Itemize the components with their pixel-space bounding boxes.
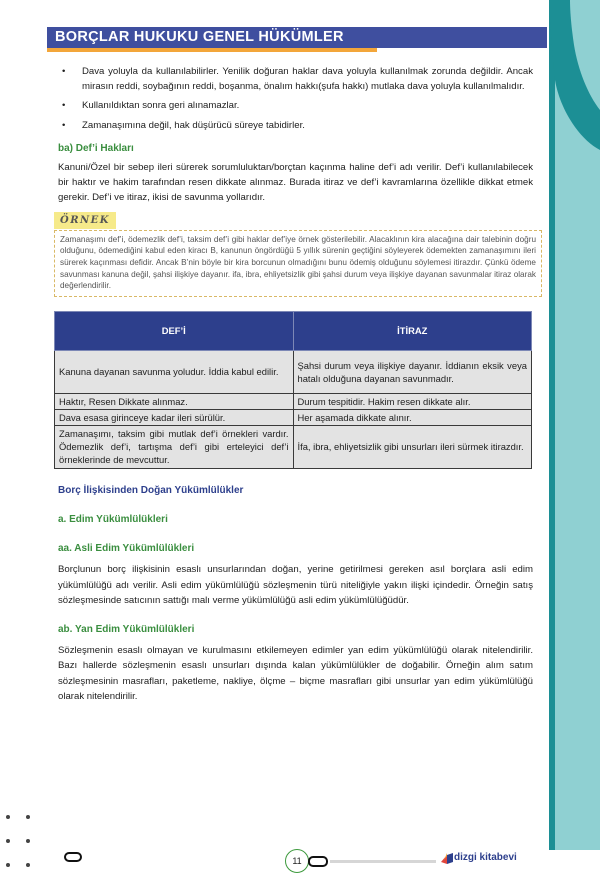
list-item: • Dava yoluyla da kullanılabilirler. Yenilik doğuran haklar dava yoluyla kullanılmak zorunda değildir. Ancak mirasın reddi, soybağının reddi, boşanma, önalım hakkı(şufa hakkı) mutlaka dava yoluyla kullanılmalıdır. [58,64,533,94]
table-cell: Haktır, Resen Dikkate alınmaz. [55,393,294,409]
main-content [58,64,536,708]
yan-edim-paragraph: Sözleşmenin esaslı olmayan ve kurulmasını etkilemeyen edimler yan edim yükümlülüğü olarak nitelendirilir. Bazı hallerde sözleşmenin esaslı unsurları dışında kalan yükümlülükler de doğabilir. Örneğin alım satım sözleşmesinin masrafları, paketleme, nakliye, ölçme – biçme masrafları gibi unsurlar yan edim yükümlülüğü olarak nitelendirilir. [58,645,533,702]
table-cell: Dava esasa girinceye kadar ileri sürülür. [55,409,294,425]
defi-paragraph: Kanuni/Özel bir sebep ileri sürerek sorumluluktan/borçtan kaçınma haline def’i adı verilir. Def’i kullanılabilecek bir haktır ve hakim tarafından resen dikkate alınmaz. Burada itiraz ve def’i kavramlarına özellikle dikkat etmek gerekir. Def’i ve itiraz, ikisi de savunma yollarıdır. [58,162,533,204]
table-header-defi: DEF’İ [55,311,294,350]
decorative-pill [64,852,82,862]
yan-edim-heading: ab. Yan Edim Yükümlülükleri [58,624,195,636]
table-cell: Kanuna dayanan savunma yoludur. İddia kabul edilir. [55,350,294,393]
table-row [55,393,532,409]
comparison-table [54,311,532,469]
decorative-pill [308,856,328,867]
asli-edim-paragraph: Borçlunun borç ilişkisinin esaslı unsurlarından doğan, yerine getirilmesi gereken asıl borçlara asli edim yükümlülüğü adı verilir. Asli edim yükümlülüğü sözleşmenin türü niteliğiyle yakın ilişki içindedir. Örneğin satış sözleşmesinde satıcının sattığı malı verme yükümlülüğü asli edim yükümlülüğüdür. [58,564,533,606]
footer-divider [330,860,436,863]
table-cell: Durum tespitidir. Hakim resen dikkate alır. [293,393,532,409]
edim-heading: a. Edim Yükümlülükleri [58,514,168,525]
defi-heading: ba) Def’i Hakları [58,142,134,154]
example-box [58,212,536,297]
example-label: ÖRNEK [54,212,116,229]
decorative-dots [0,815,40,875]
header-accent [47,48,377,52]
table-row [55,425,532,468]
list-item: • Zamanaşımına değil, hak düşürücü süreye tabidirler. [58,118,533,133]
obligations-heading: Borç İlişkisinden Doğan Yükümlülükler [58,484,244,496]
brand-name: dizgi kitabevi [454,852,517,863]
example-text: Zamanaşımı def’i, ödemezlik def’i, taksim def’i gibi haklar def’iye örnek gösterilebilir. Alacaklının kira alacağına dair talebinin doğru olduğunu, ödemediğini kabul eden kiracı B, kanunun öngördüğü 5 yıllık sürenin geçtiğini söyleyerek ödemekten zamanaşımını ileri sürerek kaçınması defidir. Ancak B’nin böyle bir kira borcunun olmadığını bunu ödemiş olduğunu söylemesi itirazdır. Çünkü ödeme savunması kanuna değil, şahsi ilişkiye dayanır. ifa, ibra, ehliyetsizlik gibi şahsi durum veya ilişkiye dayanan savunmalar itiraz olarak değerlendirilir. [54,230,542,297]
table-cell: İfa, ibra, ehliyetsizlik gibi unsurları ileri sürmek itirazdır. [293,425,532,468]
page-title: BORÇLAR HUKUKU GENEL HÜKÜMLER [55,29,344,45]
list-item: • Kullanıldıktan sonra geri alınamazlar. [58,98,533,113]
table-cell: Şahsi durum veya ilişkiye dayanır. İddianın eksik veya hatalı olduğuna dayanan savunmadır. [293,350,532,393]
table-row [55,409,532,425]
table-cell: Zamanaşımı, taksim gibi mutlak def’i örnekleri vardır. Ödemezlik def’i, tartışma def’i gibi erteleyici def’i örneklerinde de mevcuttur. [55,425,294,468]
book-logo-icon [440,851,454,865]
table-row [55,350,532,393]
bullet-list [58,64,533,133]
asli-edim-heading: aa. Asli Edim Yükümlülükleri [58,543,195,555]
page-number: 11 [285,849,309,873]
table-cell: Her aşamada dikkate alınır. [293,409,532,425]
table-header-itiraz: İTİRAZ [293,311,532,350]
